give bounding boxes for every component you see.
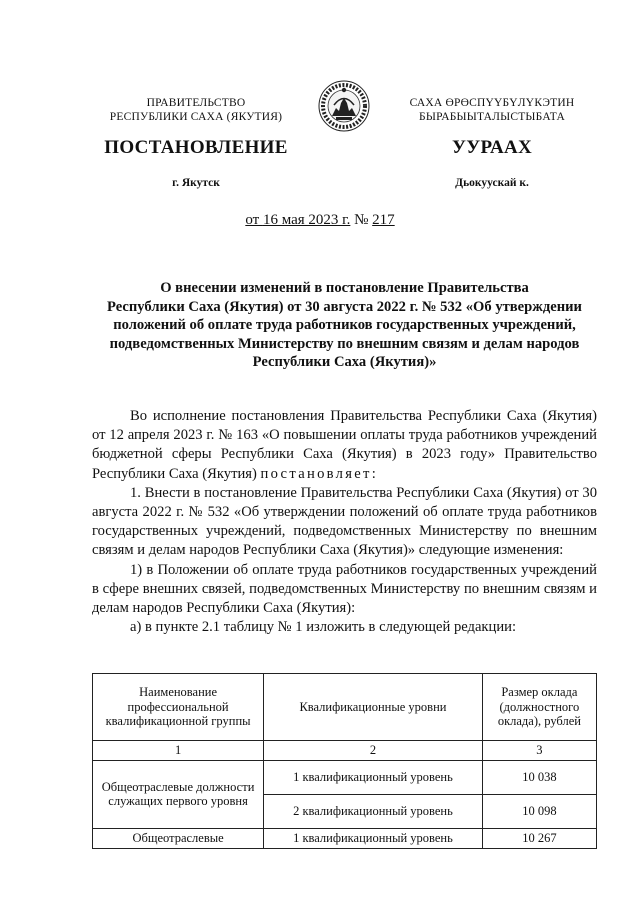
resolves-word: постановляет: bbox=[260, 465, 379, 482]
issuer-ru-line1: ПРАВИТЕЛЬСТВО bbox=[146, 97, 246, 109]
doc-type-ru: ПОСТАНОВЛЕНИЕ bbox=[104, 137, 288, 158]
issuer-ru-line2: РЕСПУБЛИКИ САХА (ЯКУТИЯ) bbox=[109, 111, 283, 123]
date-line bbox=[0, 212, 640, 229]
table-number-row bbox=[93, 741, 597, 761]
document-heading bbox=[92, 279, 597, 372]
doc-number: 217 bbox=[372, 212, 395, 228]
column-number: 3 bbox=[482, 741, 596, 761]
group-name-cell: Общеотраслевые должности служащих первого уровня bbox=[93, 760, 264, 828]
salary-cell: 10 038 bbox=[482, 760, 596, 794]
paragraph-subitem-a: а) в пункте 2.1 таблицу № 1 изложить в следующей редакции: bbox=[130, 619, 516, 636]
doc-type-sah: УУРААХ bbox=[451, 137, 533, 158]
doc-number-label: № bbox=[350, 212, 373, 228]
heading-line: подведомственных Министерству по внешним связям и делам народов bbox=[109, 335, 580, 352]
column-header: Наименование профессиональной квалификационной группы bbox=[93, 674, 264, 741]
level-cell: 1 квалификационный уровень bbox=[264, 760, 483, 794]
heading-line: Республики Саха (Якутия) от 30 августа 2022 г. № 532 «Об утверждении bbox=[107, 298, 582, 315]
city-ru: г. Якутск bbox=[172, 177, 220, 189]
heading-line: О внесении изменений в постановление Правительства bbox=[160, 280, 529, 296]
paragraph-subitem-1: 1) в Положении об оплате труда работников государственных учреждений в сфере внешних связей, подведомственных Министерству по внешним связям и делам народов Республики Саха (Якутия): bbox=[92, 561, 597, 617]
issuer-ru bbox=[98, 96, 294, 124]
column-number: 2 bbox=[264, 741, 483, 761]
table-row bbox=[93, 760, 597, 794]
paragraph-item-1: 1. Внести в постановление Правительства Республики Саха (Якутия) от 30 августа 2022 г. № 532 «Об утверждении положений об оплате труда работников государственных учреждений, подведомственных Министерству по внешним связям и делам народов Республики Саха (Якутия)» следующие изменения: bbox=[92, 484, 597, 559]
city-sah: Дьокуускай к. bbox=[455, 177, 529, 189]
table-header-row bbox=[93, 674, 597, 741]
salary-table bbox=[92, 673, 597, 849]
paragraph-preamble bbox=[92, 407, 597, 484]
coat-of-arms-icon bbox=[318, 78, 370, 134]
preamble-text: Во исполнение постановления Правительства Республики Саха (Якутия) от 12 апреля 2023 г. № 163 «О повышении оплаты труда работников учреждений бюджетной сферы Республики Саха (Якутия) в 2023 году» Правительство Республики Саха (Якутия) bbox=[92, 408, 597, 482]
heading-line: положений об оплате труда работников государственных учреждений, bbox=[113, 317, 576, 333]
column-header: Размер оклада (должностного оклада), рублей bbox=[482, 674, 596, 741]
heading-line: Республики Саха (Якутия)» bbox=[252, 354, 437, 370]
date-prefix: от bbox=[245, 212, 263, 228]
issuer-sah-line1: САХА ӨРӨСПҮҮБҮЛҮКЭТИН bbox=[409, 97, 575, 109]
level-cell: 1 квалификационный уровень bbox=[264, 828, 483, 848]
salary-cell: 10 098 bbox=[482, 794, 596, 828]
group-name-cell: Общеотраслевые bbox=[93, 828, 264, 848]
doc-date: 16 мая 2023 г. bbox=[262, 212, 351, 228]
issuer-sah bbox=[392, 96, 592, 124]
column-number: 1 bbox=[93, 741, 264, 761]
level-cell: 2 квалификационный уровень bbox=[264, 794, 483, 828]
table-row bbox=[93, 828, 597, 848]
column-header: Квалификационные уровни bbox=[264, 674, 483, 741]
issuer-sah-line2: БЫРАБЫЫТАЛЫСТЫБАТА bbox=[419, 111, 565, 123]
salary-cell: 10 267 bbox=[482, 828, 596, 848]
document-body bbox=[92, 407, 597, 637]
